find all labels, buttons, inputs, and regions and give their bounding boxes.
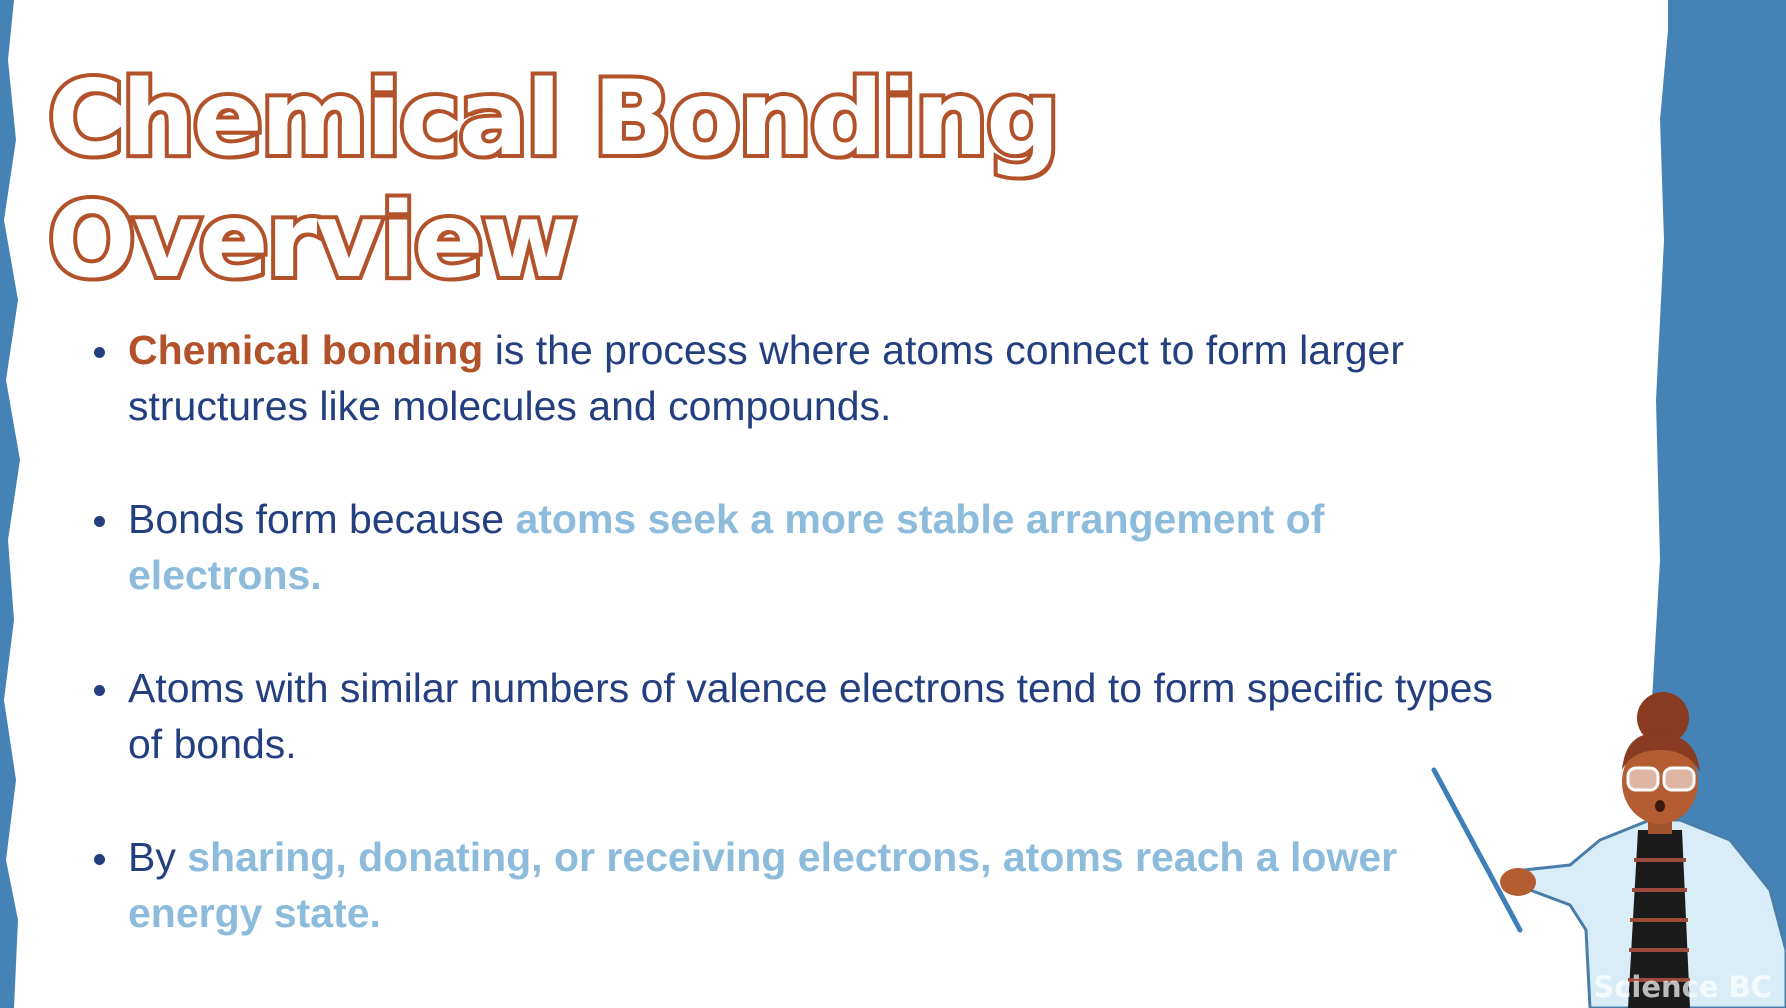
bullet-highlight: sharing, donating, or receiving electrons, atoms reach a lower energy state. bbox=[128, 834, 1398, 936]
bullet-highlight: atoms seek a more stable arrangement of electrons. bbox=[128, 496, 1325, 598]
bullet-list bbox=[94, 322, 1514, 998]
bullet-item bbox=[94, 660, 1514, 772]
title-line-1: Chemical Bonding bbox=[48, 59, 1058, 179]
bullet-highlight: Chemical bonding bbox=[128, 327, 484, 373]
bullet-text: Atoms with similar numbers of valence electrons tend to form specific types of bonds. bbox=[128, 665, 1493, 767]
bullet-text: By bbox=[128, 834, 188, 880]
page-title bbox=[48, 58, 1058, 302]
bullet-dot bbox=[94, 685, 105, 696]
bullet-item bbox=[94, 829, 1514, 941]
teacher-with-pointer-illustration bbox=[1420, 690, 1786, 1008]
bullet-item bbox=[94, 322, 1514, 434]
watermark: © Science BC bbox=[1554, 970, 1772, 1004]
bullet-dot bbox=[94, 516, 105, 527]
bullet-text: is the process where atoms connect to form larger structures like molecules and compounds. bbox=[128, 327, 1404, 429]
bullet-dot bbox=[94, 347, 105, 358]
bullet-dot bbox=[94, 854, 105, 865]
bullet-text: Bonds form because bbox=[128, 496, 516, 542]
title-line-2: Overview bbox=[48, 181, 575, 301]
bullet-item bbox=[94, 491, 1514, 603]
